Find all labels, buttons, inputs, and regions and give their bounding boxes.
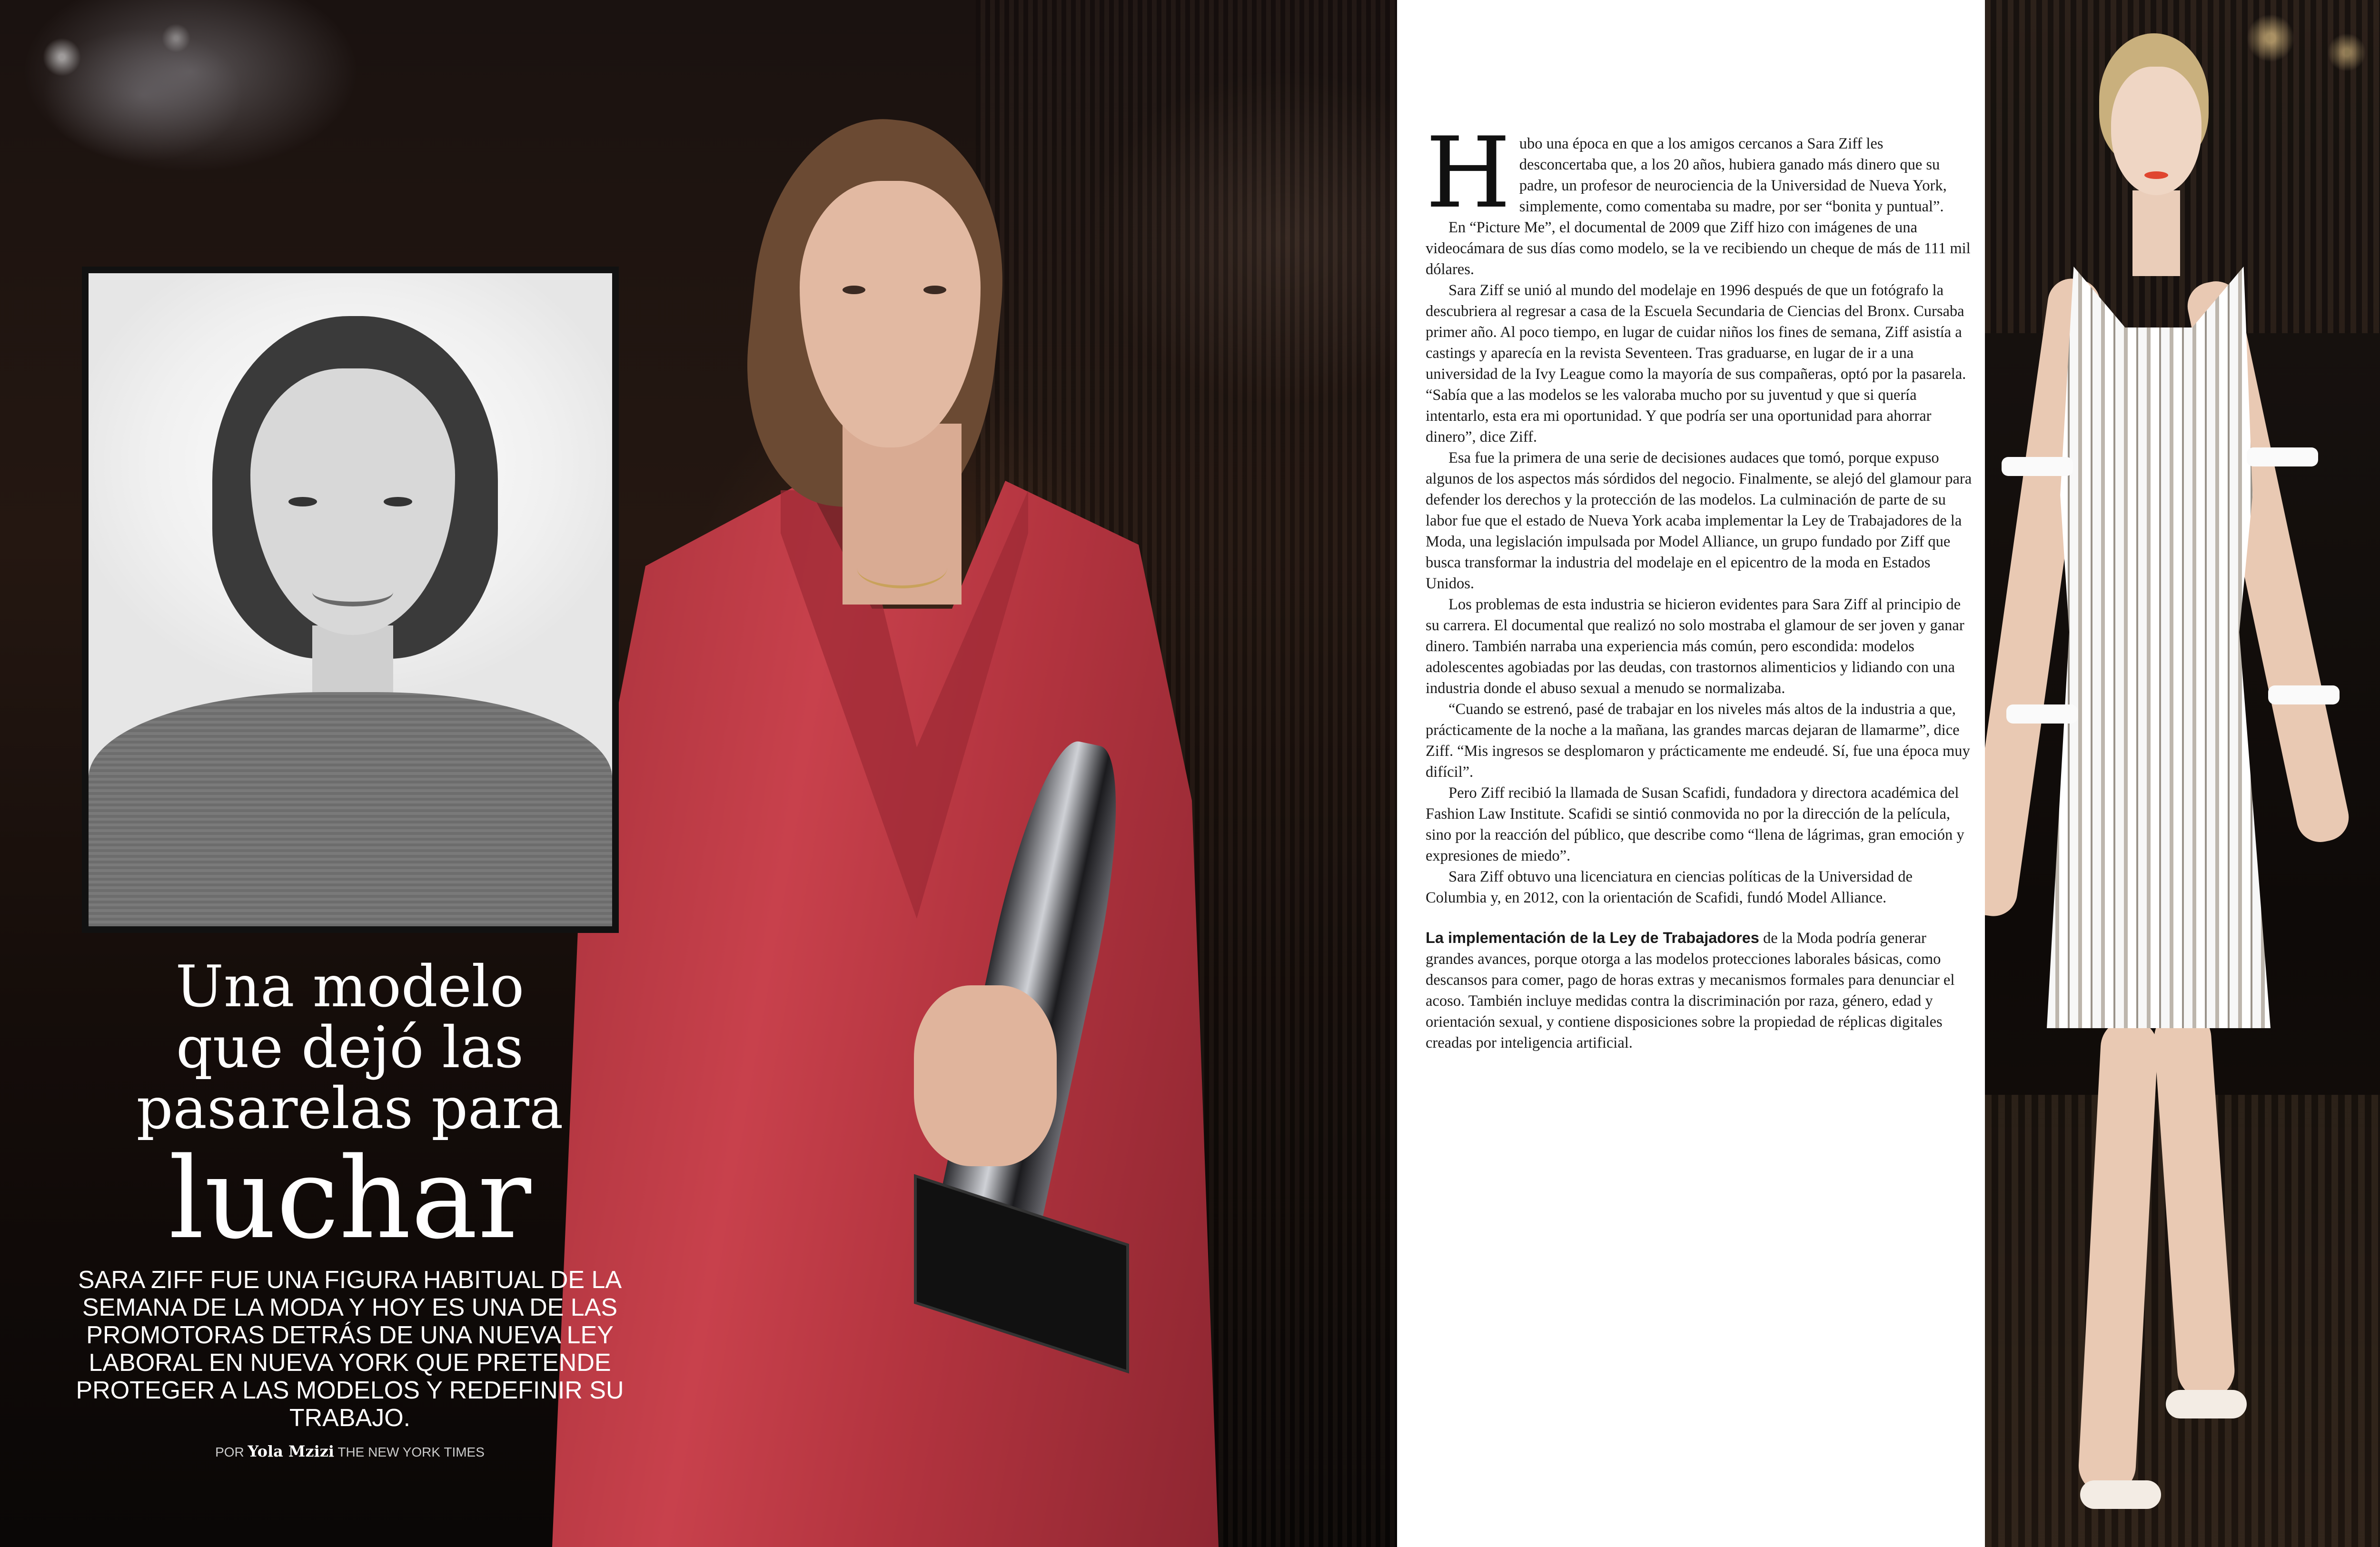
paragraph-7: Pero Ziff recibió la llamada de Susan Scafidi, fundadora y directora académica del Fashion Law Institute. Scafidi se sintió conmovida no por la dirección de la película, sino por la reacción del público, que describe como “llena de lágrimas, gran emoción y expresiones de miedo”. <box>1426 784 1964 864</box>
arm-band-left-lower <box>2006 704 2078 724</box>
paragraph-6: “Cuando se estrenó, pasé de trabajar en los niveles más altos de la industria a que, prácticamente de la noche a la mañana, las grandes marcas dejaran de llamarme”, dice Ziff. “Mis ingresos se desplomaron y prácticamente me endeudé. Sí, fue una época muy difícil”. <box>1426 701 1970 781</box>
arm-band-left-upper <box>2002 457 2073 476</box>
subhead-bold: La implementación de la Ley de Trabajadores <box>1426 929 1759 946</box>
model-lips <box>2144 171 2168 179</box>
headline-line-1: Una modelo <box>175 954 525 1020</box>
byline-source: THE NEW YORK TIMES <box>337 1445 485 1459</box>
runway-model <box>1985 29 2375 1547</box>
byline <box>71 1442 628 1460</box>
portrait-sweater <box>89 692 612 926</box>
paragraph-4: Esa fue la primera de una serie de decisiones audaces que tomó, porque expuso algunos de los aspectos más sórdidos del negocio. Finalmente, se alejó del glamour para defender los derechos y la protección de las modelos. La culminación de parte de su labor fue que el estado de Nueva York acaba implementar la Ley de Trabajadores de la Moda, una legislación impulsada por Model Alliance, un grupo fundado por Ziff que busca transformar la industria del modelaje en el epicentro de la moda en Estados Unidos. <box>1426 449 1972 592</box>
hands <box>914 985 1057 1166</box>
model-leg-right <box>2152 1008 2237 1401</box>
necklace <box>857 547 947 588</box>
portrait-smile <box>312 578 393 606</box>
article-body <box>1426 117 1973 1053</box>
model-leg-left <box>2077 1018 2159 1496</box>
portrait-photo-bw <box>89 273 612 926</box>
right-page-text <box>1397 0 1985 1547</box>
paragraph-3: Sara Ziff se unió al mundo del modelaje en 1996 después de que un fotógrafo la descubriera al regresar a casa de la Escuela Secundaria de Ciencias del Bronx. Cursaba primer año. Al poco tiempo, en lugar de cuidar niños los fines de semana, Ziff asistía a castings y aparecía en la revista Seventeen. Tras graduarse, en lugar de ir a una universidad de la Ivy League como la mayoría de sus compañeras, optó por la pasarela. “Sabía que a las modelos se les valoraba mucho por su juventud y que si quería intentarlo, esta era mi oportunidad. Y que podría ser una oportunidad para ahorrar dinero”, dice Ziff. <box>1426 282 1966 446</box>
headline-line-2: que dejó las <box>176 1015 524 1081</box>
eye-right <box>923 286 946 294</box>
portrait-eye-left <box>288 497 317 506</box>
eye-left <box>843 286 865 294</box>
runway-photo <box>1985 0 2380 1547</box>
paragraph-1 <box>1426 117 1973 230</box>
headline-line-4: luchar <box>169 1134 531 1264</box>
shoe-right <box>2166 1390 2247 1418</box>
white-knit-dress <box>2047 267 2271 1028</box>
shoe-left <box>2080 1480 2161 1509</box>
model-neck <box>2132 190 2180 276</box>
arm-band-right-lower <box>2268 685 2340 704</box>
paragraph-2: En “Picture Me”, el documental de 2009 que Ziff hizo con imágenes de una videocámara de sus días como modelo, se la ve recibiendo un cheque de más de 111 mil dólares. <box>1426 219 1971 278</box>
arm-band-right-upper <box>2247 447 2318 466</box>
paragraph-1-text: ubo una época en que a los amigos cercanos a Sara Ziff les desconcertaba que, a los 20 años, hubiera ganado más dinero que su padre, un profesor de neurociencia de la Universidad de Nueva York, simplemente, como comentaba su madre, por ser “bonita y puntual”. <box>1519 135 1947 215</box>
byline-author: Yola Mzizi <box>248 1442 335 1460</box>
paragraph-8: Sara Ziff obtuvo una licenciatura en ciencias políticas de la Universidad de Columbia y, en 2012, con la orientación de Scafidi, fundó Model Alliance. <box>1426 868 1913 906</box>
subhead-text: de la Moda podría generar grandes avances, porque otorga a las modelos protecciones laborales básicas, como descansos para comer, pago de horas extras y mecanismos formales para denunciar el acoso. También incluye medidas contra la discriminación por raza, género, edad y orientación sexual, y contiene disposiciones sobre la propiedad de réplicas digitales creadas por inteligencia artificial. <box>1426 930 1955 1051</box>
article-headline <box>67 954 633 1264</box>
subhead-paragraph <box>1426 927 1973 1053</box>
headline-line-3: pasarelas para <box>136 1076 564 1142</box>
photo-woman-red-suit <box>552 100 1257 1547</box>
portrait-eye-right <box>384 497 412 506</box>
byline-prefix: POR <box>215 1445 244 1459</box>
paragraph-5: Los problemas de esta industria se hicieron evidentes para Sara Ziff al principio de su carrera. El documental que realizó no solo mostraba el glamour de ser joven y ganar dinero. También narraba una experiencia más común, pero escondida: modelos adolescentes agobiadas por las deudas, con trastornos alimenticios y lidiando con una industria donde el abuso sexual a menudo se normalizaba. <box>1426 596 1964 697</box>
background-chandelier <box>0 0 333 238</box>
article-deck: SARA ZIFF FUE UNA FIGURA HABITUAL DE LA SEMANA DE LA MODA Y HOY ES UNA DE LAS PROMOTORAS DETRÁS DE UNA NUEVA LEY LABORAL EN NUEVA YORK QUE PRETENDE PROTEGER A LAS MODELOS Y REDEFINIR SU TRABAJO. <box>76 1266 624 1432</box>
drop-cap: H <box>1426 117 1511 230</box>
